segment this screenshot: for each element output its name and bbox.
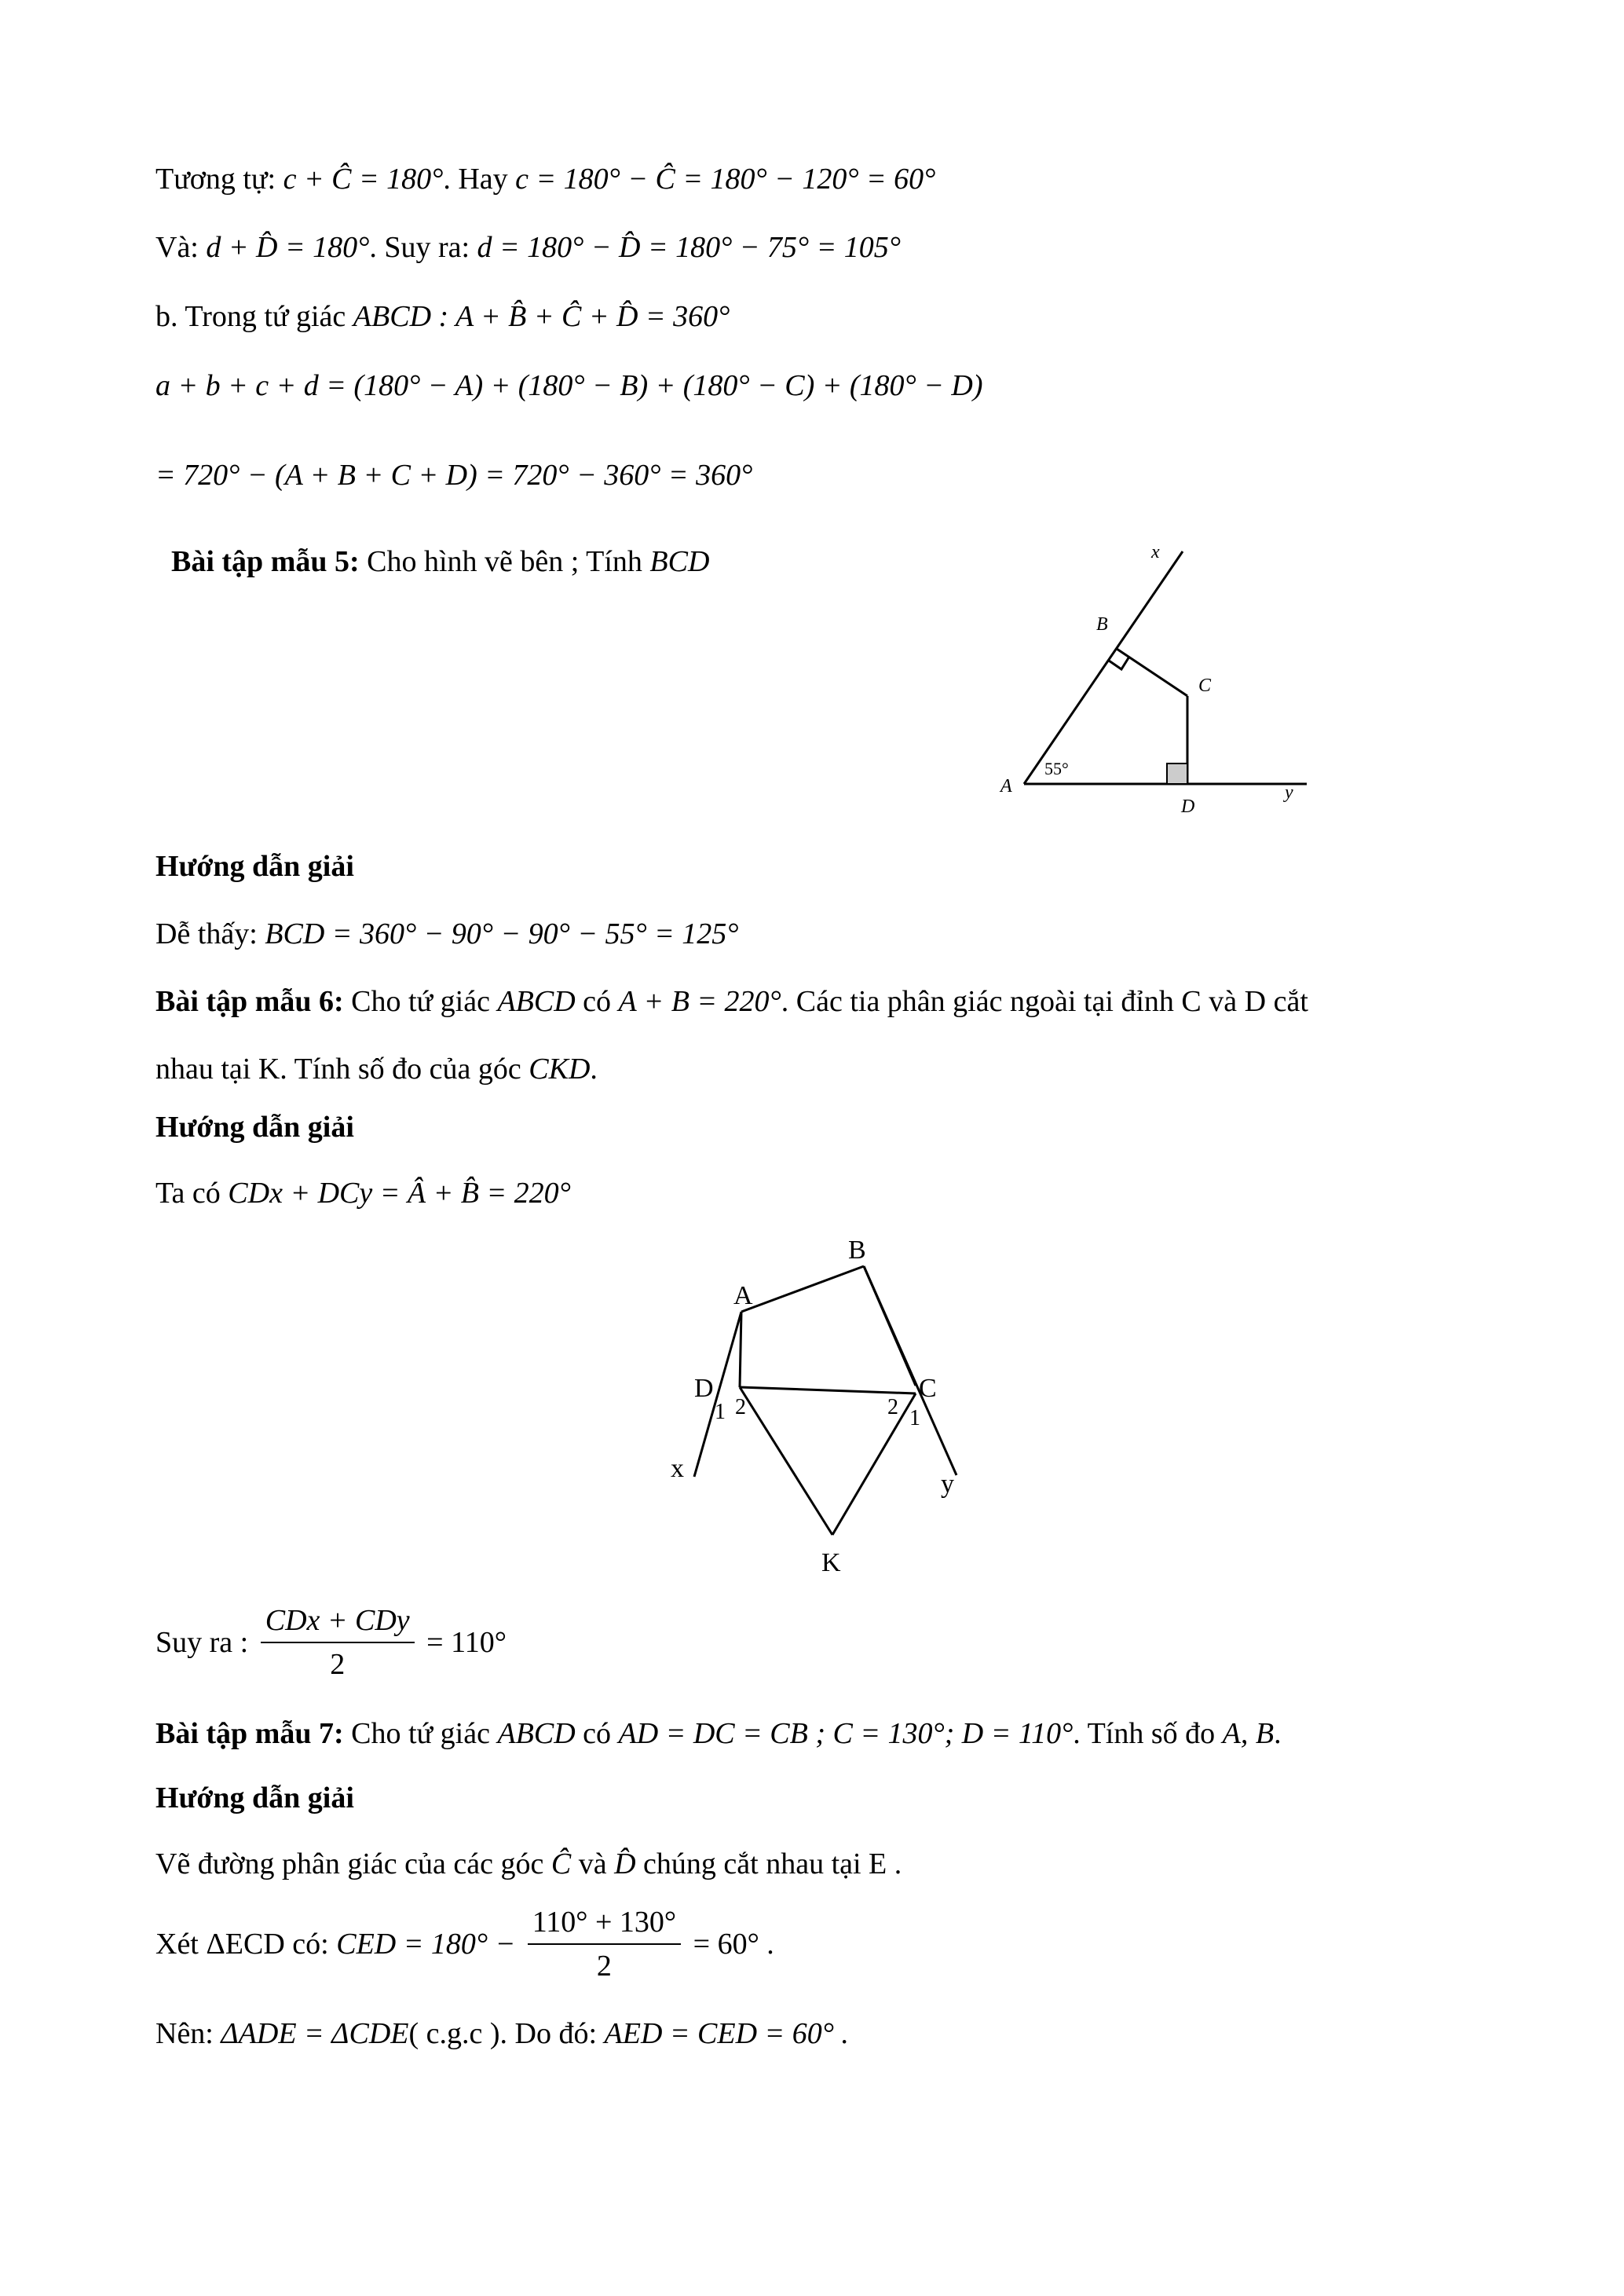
ex6-sol1-equation: CDx + DCy = Â + B̂ = 220° [228,1177,571,1210]
fig5-label-C: C [1198,676,1212,696]
fig5-label-B: B [1096,614,1108,635]
fig6-label-x: x [671,1454,684,1483]
ex6-sol2-denominator: 2 [330,1648,346,1681]
text-line-2 [155,229,901,265]
ex6-sol2-prefix: Suy ra : [155,1626,249,1659]
ex5-guide-heading: Hướng dẫn giải [155,850,354,883]
ex6-sol1-prefix: Ta có [155,1177,221,1210]
l2-equation-1: d + D̂ = 180° [206,231,370,264]
ex5-sol-prefix: Dễ thấy: [155,917,258,950]
ex7-s1-angle-d: D̂ [614,1847,636,1880]
ex7-solution-1 [155,1846,902,1882]
ex7-s3-case: ( c.g.c ) [408,2017,500,2050]
ex6-condition: A + B = 220° [618,985,781,1018]
l4-equation: a + b + c + d = (180° − A) + (180° − B) + (180° − C) + (180° − D) [155,369,983,402]
l1-mid: . Hay [443,163,508,196]
l1-prefix: Tương tự: [155,163,276,196]
ex6-text-3: . Các tia phân giác ngoài tại đỉnh C và D cắt [781,985,1308,1018]
ex7-solution-3 [155,2016,849,2052]
fig6-label-B: B [848,1236,866,1265]
ex7-s3-result: AED = CED = 60° . [604,2017,849,2050]
l1-equation-2: c = 180° − Ĉ = 180° − 120° = 60° [515,163,936,196]
ex6-guide-heading: Hướng dẫn giải [155,1111,354,1144]
fig5-label-y: y [1285,782,1293,803]
figure-5 [989,542,1335,825]
ex6-text-2: có [583,985,612,1018]
fig6-angle-D1: 1 [715,1400,726,1424]
ex6-quad: ABCD [497,985,576,1018]
ex7-condition: AD = DC = CB ; C = 130°; D = 110° [618,1717,1074,1750]
ex7-text-2: có [583,1717,612,1750]
ex6-title: Bài tập mẫu 6: [155,985,344,1018]
ex6-text-1: Cho tứ giác [351,985,490,1018]
l2-equation-2: d = 180° − D̂ = 180° − 75° = 105° [477,231,901,264]
ex5-solution [155,916,739,952]
ex7-text-1: Cho tứ giác [351,1717,490,1750]
fig6-angle-C1: 1 [909,1406,920,1430]
fig6-label-y: y [941,1470,954,1499]
ex5-target: BCD [649,545,710,578]
fig6-angle-D2: 2 [735,1395,746,1419]
ex7-guide-heading: Hướng dẫn giải [155,1782,354,1814]
ex5-sol-equation: BCD = 360° − 90° − 90° − 55° = 125° [265,917,739,950]
text-line-5 [155,457,752,493]
ex6-sol2-result: = 110° [426,1626,507,1659]
ex7-title: Bài tập mẫu 7: [155,1717,344,1750]
text-line-4 [155,368,982,404]
ex7-s2-denominator: 2 [596,1950,612,1983]
ex6-statement-line-1 [155,983,1308,1020]
ex5-title: Bài tập mẫu 5: [171,545,360,578]
l3-equation: ABCD : A + B̂ + Ĉ + D̂ = 360° [353,300,730,333]
ex7-s1-text-a: Vẽ đường phân giác của các góc [155,1847,544,1880]
l5-equation: = 720° − (A + B + C + D) = 720° − 360° = 360° [155,459,753,492]
ex7-s2-prefix: Xét ΔECD có: [155,1928,329,1961]
fig5-label-A: A [1000,776,1012,796]
ex7-target: A, B [1222,1717,1275,1750]
text-line-3 [155,298,730,335]
ex6-target: CKD [529,1053,591,1086]
l3-prefix: b. Trong tứ giác [155,300,346,333]
ex7-s1-and: và [578,1847,607,1880]
ex7-s2-numerator: 110° + 130° [528,1904,681,1945]
l2-prefix: Và: [155,231,199,264]
ex6-sol2-numerator: CDx + CDy [261,1602,415,1643]
ex5-statement [171,544,709,580]
ex7-s1-text-b: chúng cắt nhau tại E . [643,1847,902,1880]
fig5-angle-55: 55° [1044,759,1069,778]
ex7-s3-equation: ΔADE = ΔCDE [221,2017,409,2050]
figure-6 [660,1233,989,1587]
ex7-s1-angle-c: Ĉ [550,1847,572,1880]
l2-mid: . Suy ra: [369,231,470,264]
ex7-text-3: . Tính số đo [1073,1717,1216,1750]
fig6-label-D: D [694,1374,714,1403]
fig5-label-D: D [1181,796,1195,817]
ex7-s3-mid: . Do đó: [499,2017,598,2050]
ex7-quad: ABCD [497,1717,576,1750]
fig6-angle-C2: 2 [887,1395,898,1419]
ex7-s2-fraction [528,1904,681,1984]
fig5-label-x: x [1151,542,1160,562]
ex6-solution-2 [155,1602,507,1683]
l1-equation-1: c + Ĉ = 180° [283,163,444,196]
ex6-statement-line-2: nhau tại K. Tính số đo của góc CKD. [155,1053,598,1086]
ex6-sol2-fraction [261,1602,415,1683]
fig6-label-C: C [919,1374,937,1403]
ex7-solution-2 [155,1904,774,1984]
ex7-s3-prefix: Nên: [155,2017,214,2050]
fig6-label-A: A [733,1281,753,1310]
ex7-s2-lhs: CED = 180° − [336,1928,516,1961]
ex6-solution-1 [155,1175,571,1211]
fig6-label-K: K [821,1548,841,1577]
ex7-statement: Bài tập mẫu 7: Cho tứ giác ABCD có AD = DC = CB ; C = 130°; D = 110°. Tính số đo A, B. [155,1717,1282,1750]
ex7-s2-result: = 60° . [693,1928,774,1961]
ex5-text: Cho hình vẽ bên ; Tính [367,545,642,578]
ex6-text-4: nhau tại K. Tính số đo của góc [155,1053,521,1086]
text-line-1 [155,161,935,197]
